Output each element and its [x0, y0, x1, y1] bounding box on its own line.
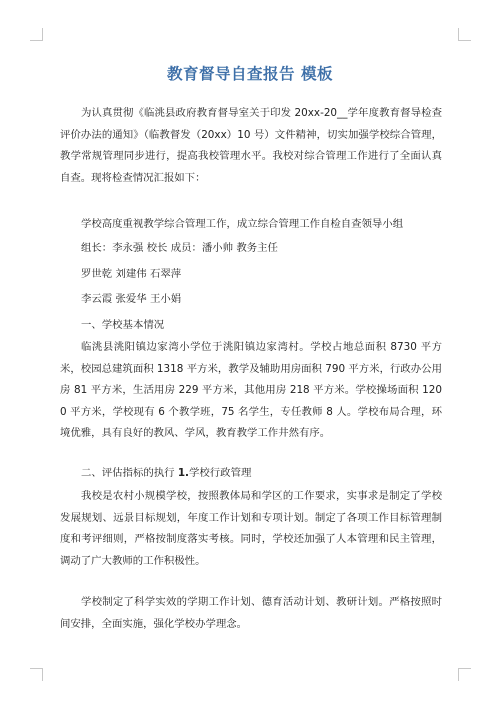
section-2-paragraph-1: 我校是农村小规模学校，按照教体局和学区的工作要求，实事求是制定了学校发展规划、远景目标规划，年度工作计划和专项计划。制定了各项工作目标管理制度和考评细则，严格按制度落实考核。同时，学校还加强了人本管理和民主管理，调动了广大教师的工作积极性。 — [60, 490, 442, 567]
section-2-heading-number: 1. — [177, 467, 190, 479]
members-line-1: 罗世乾 刘建伟 石翠萍 — [81, 268, 182, 280]
crop-mark-top-right — [458, 28, 471, 41]
section-2-paragraph-2: 学校制定了科学实效的学期工作计划、德育活动计划、教研计划。严格按照时间安排，全面实施，强化学校办学理念。 — [60, 596, 442, 630]
intro-paragraph: 为认真贯彻《临洮县政府教育督导室关于印发 20xx-20__学年度教育督导检查评价办法的通知》（临教督发（20xx）10 号）文件精神，切实加强学校综合管理，教学常规管理同步进行，提高我校管理水平。我校对综合管理工作进行了全面认真自查。现将检查情况汇报如下： — [60, 107, 442, 184]
group-leader-line: 组长：李永强 校长 成员：潘小帅 教务主任 — [81, 242, 278, 254]
members-line-2: 李云霞 张爱华 王小娟 — [81, 293, 182, 305]
section-1-body: 临洮县洮阳镇边家湾小学位于洮阳镇边家湾村。学校占地总面积 8730 平方米，校园总建筑面积 1318 平方米，教学及辅助用房面积 790 平方米，行政办公用房 81 平方米，生活用房 229 平方米，其他用房 218 平方米。学校操场面积 1200 平方米，学校现有 6 个教学班，75 名学生，专任教师 8 人。学校布局合理，环境优雅，具有良好的教风、学风，教育教学工作井然有序。 — [60, 341, 442, 439]
crop-mark-bottom-right — [458, 668, 471, 681]
crop-mark-top-left — [30, 28, 43, 41]
section-2-heading-suffix: 学校行政管理 — [189, 467, 252, 479]
section-2-heading-prefix: 二、评估指标的执行 — [81, 467, 178, 479]
section-1-heading: 一、学校基本情况 — [81, 319, 165, 331]
document-title: 教育督导自查报告 模板 — [167, 65, 333, 83]
leadership-group-line: 学校高度重视教学综合管理工作，成立综合管理工作自检自查领导小组 — [81, 218, 404, 230]
section-2-heading — [81, 466, 251, 480]
crop-mark-bottom-left — [30, 668, 43, 681]
